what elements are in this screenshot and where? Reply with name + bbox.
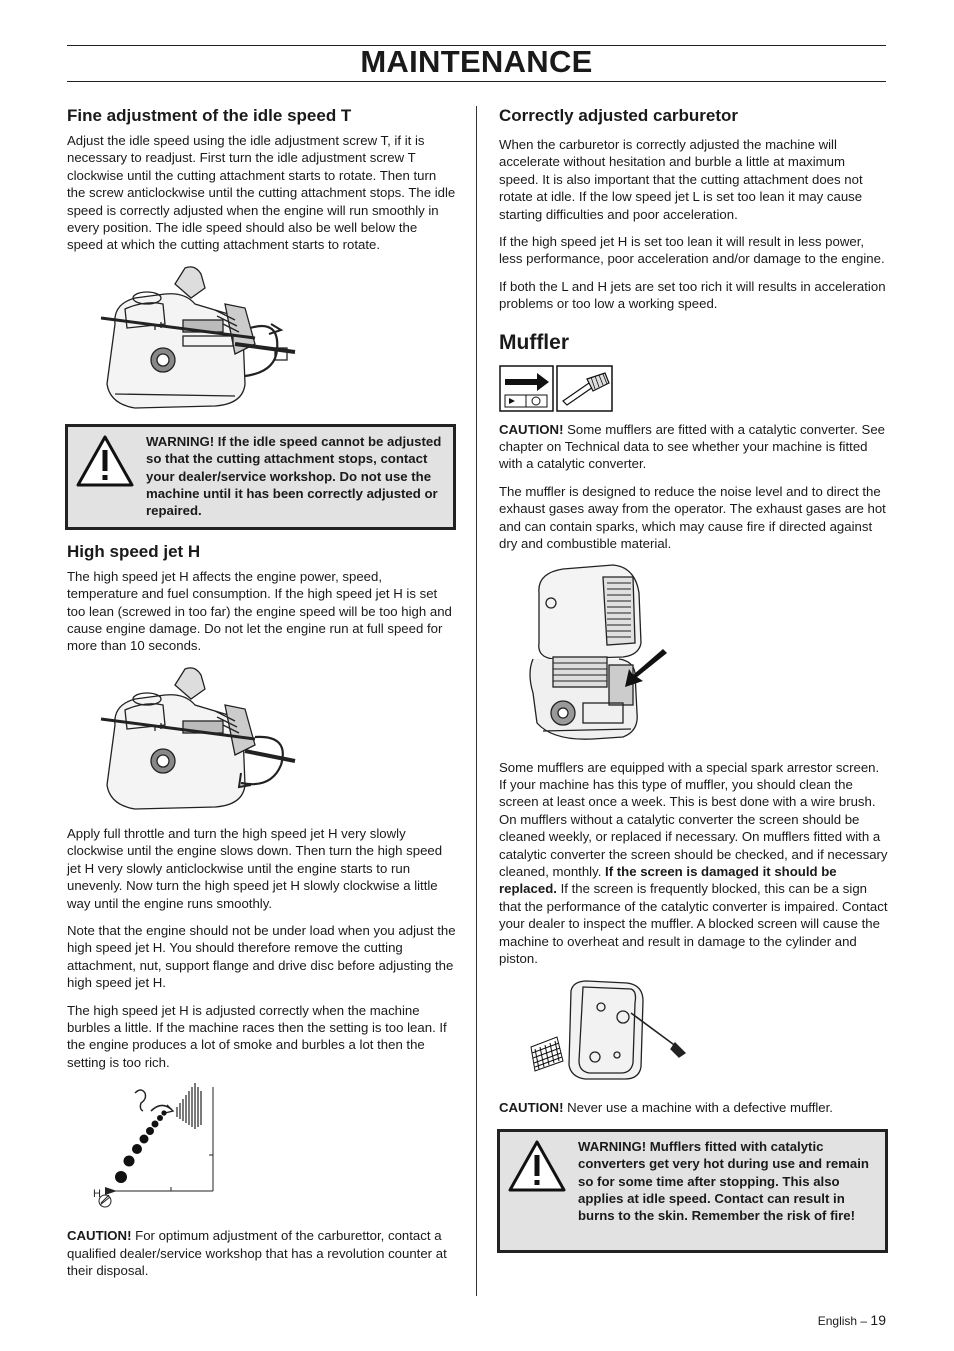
muffler-text-2a: Some mufflers are equipped with a special spark arrestor screen. If your machine has this type of muffler, you should clean the screen at least once a week. This is best done with a wire brush. On mufflers without a catalytic converter the screen should be cleaned weekly, or replaced if necessary. On mufflers fitted with a catalytic converter the screen should be checked, and if necessary cleaned, monthly. [499,759,888,879]
high-speed-text-1: The high speed jet H affects the engine power, speed, temperature and fuel consumption. If the high speed jet H is set too lean (screwed in too far) the engine speed will be too high and cause engine damage. Do not let the engine run at full speed for more than 10 seconds. [67,568,452,654]
engine-idle-icon [95,264,345,414]
muffler-caution-2-text: Never use a machine with a defective muffler. [563,1100,833,1116]
carburetor-text-3: If both the L and H jets are set too rich it will results in acceleration problems or too low a working speed. [499,278,886,312]
warning-triangle-icon [506,1138,568,1244]
muffler-caution-2 [499,1099,888,1116]
high-speed-heading: High speed jet H [67,541,201,561]
carburetor-text-2: If the high speed jet H is set too lean it will result in less power, less performance, poor acceleration and/or damage to the engine. [499,234,885,267]
idle-screw-illustration [95,264,456,414]
warning-text-muffler: WARNING! Mufflers fitted with catalytic converters get very hot during use and remain so for some time after stopping. This also applies at idle speed. Contact can result in burns to the skin. Remember the risk of fire! [578,1138,869,1224]
muffler-text-2 [499,759,888,968]
high-speed-text-2: Apply full throttle and turn the high speed jet H very slowly clockwise until the engine slows down. Then turn the high speed jet H very slowly anticlockwise until the engine starts to run unevenly. Now turn the high speed jet H slowly clockwise a little way until the engine runs smoothly. [67,825,443,911]
speed-graph-illustration [87,1081,456,1217]
muffler-location-illustration [523,563,888,749]
schedule-symbol-icon [500,366,553,411]
muffler-text-1: The muffler is designed to reduce the noise level and to direct the exhaust gases away from the operator. The exhaust gases are hot and can contain sparks, which may cause fire if directed against dry and combustible material. [499,483,886,552]
muffler-caution-1-label: CAUTION! [499,421,564,437]
idle-speed-text: Adjust the idle speed using the idle adjustment screw T, if it is necessary to readjust. First turn the idle adjustment screw T clockwise until the cutting attachment starts to rotate. Then turn the screw anticlockwise until the cutting attachment stops. The idle speed is correctly adjusted when the engine will run smoothly in every position. The idle speed should also be well below the speed at which the cutting attachment starts to rotate. [67,133,456,253]
title-underline [67,81,886,82]
warning-box-muffler [497,1129,888,1253]
idle-speed-heading: Fine adjustment of the idle speed T [67,106,352,125]
caution-left-label: CAUTION! [67,1228,132,1244]
carburetor-text-1: When the carburetor is correctly adjusted the machine will accelerate without hesitation and burble a little at maximum speed. It is also important that the cutting attachment does not rotate at idle. If the low speed jet L is set too lean it may cause starting difficulties and poor acceleration. [499,137,863,222]
spark-arrestor-illustration [527,977,888,1089]
page-number: 19 [870,1312,886,1328]
warning-box-idle [65,424,456,530]
wire-brush-icon [557,366,612,411]
high-speed-text-4: The high speed jet H is adjusted correctly when the machine burbles a little. If the machine races then the setting is too lean. If the engine produces a lot of smoke and burbles a lot then the setting is too rich. [67,1002,447,1070]
footer-language: English [817,1314,858,1328]
warning-triangle-icon [74,433,136,521]
maintenance-symbols [499,365,888,415]
page-footer [818,1312,886,1328]
engine-muffler-icon [523,563,673,745]
muffler-screen-icon [527,977,697,1087]
muffler-text-2c: If the screen is frequently blocked, this can be a sign that the performance of the catalytic converter is impaired. Contact your dealer to inspect the muffler. A blocked screen will cause the machine to overheat and result in damage to the cylinder and piston. [499,881,888,966]
high-speed-illustration [95,665,456,815]
muffler-caution-1 [499,421,888,473]
caution-left-text: For optimum adjustment of the carburettor, contact a qualified dealer/service workshop that has a revolution counter at their disposal. [67,1228,447,1278]
engine-high-speed-icon [95,665,345,815]
muffler-caution-2-label: CAUTION! [499,1100,564,1116]
high-speed-text-3: Note that the engine should not be under load when you adjust the high speed jet H. You should therefore remove the cutting attachment, nut, support flange and drive disc before adjusting the high speed jet H. [67,922,456,991]
left-column [67,106,456,1289]
carburetor-heading: Correctly adjusted carburetor [499,106,739,125]
speed-graph-icon [87,1081,267,1211]
muffler-text-2b: If the screen is damaged it should be replaced. [499,863,837,897]
column-divider [476,106,477,1296]
warning-text-idle: WARNING! If the idle speed cannot be adjusted so that the cutting attachment stops, contact your dealer/service workshop. Do not use the machine until it has been correctly adjusted or repaired. [146,433,442,519]
muffler-caution-1-text: Some mufflers are fitted with a catalytic converter. See chapter on Technical data to see whether your machine is fitted with a catalytic converter. [499,421,885,472]
caution-left [67,1227,456,1279]
muffler-heading: Muffler [499,330,569,354]
page-title: MAINTENANCE [360,44,593,79]
graph-h-label: H [93,1188,101,1201]
footer-dash: – [857,1314,871,1328]
right-column [499,106,888,1253]
